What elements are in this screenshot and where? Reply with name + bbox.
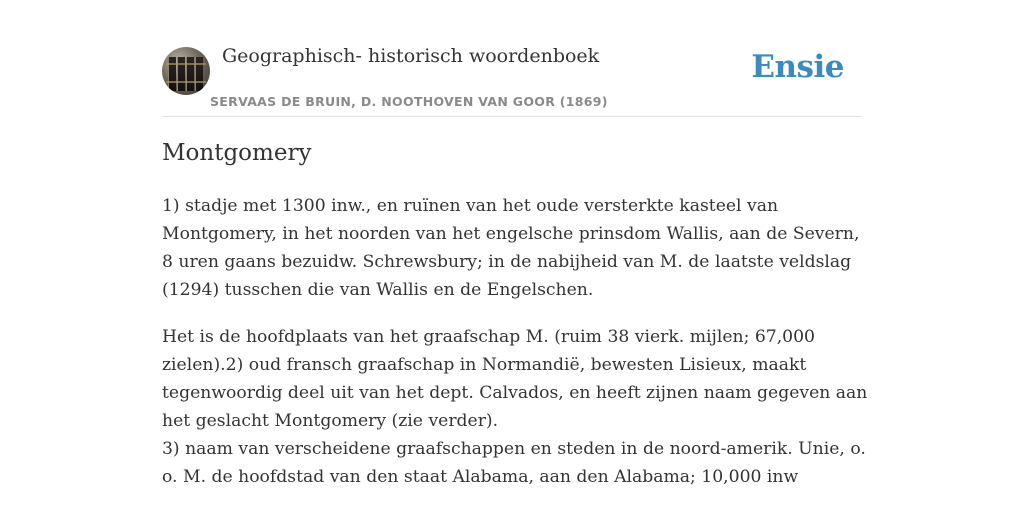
book-author: SERVAAS DE BRUIN, D. NOOTHOVEN VAN GOOR (1869) (210, 94, 608, 109)
entry-content (162, 192, 868, 510)
entry-paragraph (162, 323, 868, 491)
entry-title: Montgomery (162, 140, 312, 166)
entry-paragraph-text: Het is de hoofdplaats van het graafschap M. (ruim 38 vierk. mijlen; 67,000 zielen).2) oud fransch graafschap in Normandië, bewesten Lisieux, maakt tegenwoordig deel uit van het dept. Calvados, en heeft zijnen naam gegeven aan het geslacht Montgomery (zie verder). (162, 327, 868, 431)
entry-paragraph-text: 3) naam van verscheidene graafschappen en steden in de noord-amerik. Unie, o. o. M. de hoofdstad van den staat Alabama, aan den Alabama; 10,000 inw (162, 439, 866, 487)
book-spines-icon[interactable] (162, 47, 210, 95)
book-title[interactable]: Geographisch- historisch woordenboek (222, 45, 600, 67)
entry-paragraph: 1) stadje met 1300 inw., en ruïnen van het oude versterkte kasteel van Montgomery, in het noorden van het engelsche prinsdom Wallis, aan de Severn, 8 uren gaans bezuidw. Schrewsbury; in de nabijheid van M. de laatste veldslag (1294) tusschen die van Wallis en de Engelschen. (162, 196, 860, 300)
brand-logo[interactable]: Ensie (751, 49, 844, 85)
header (162, 40, 862, 117)
